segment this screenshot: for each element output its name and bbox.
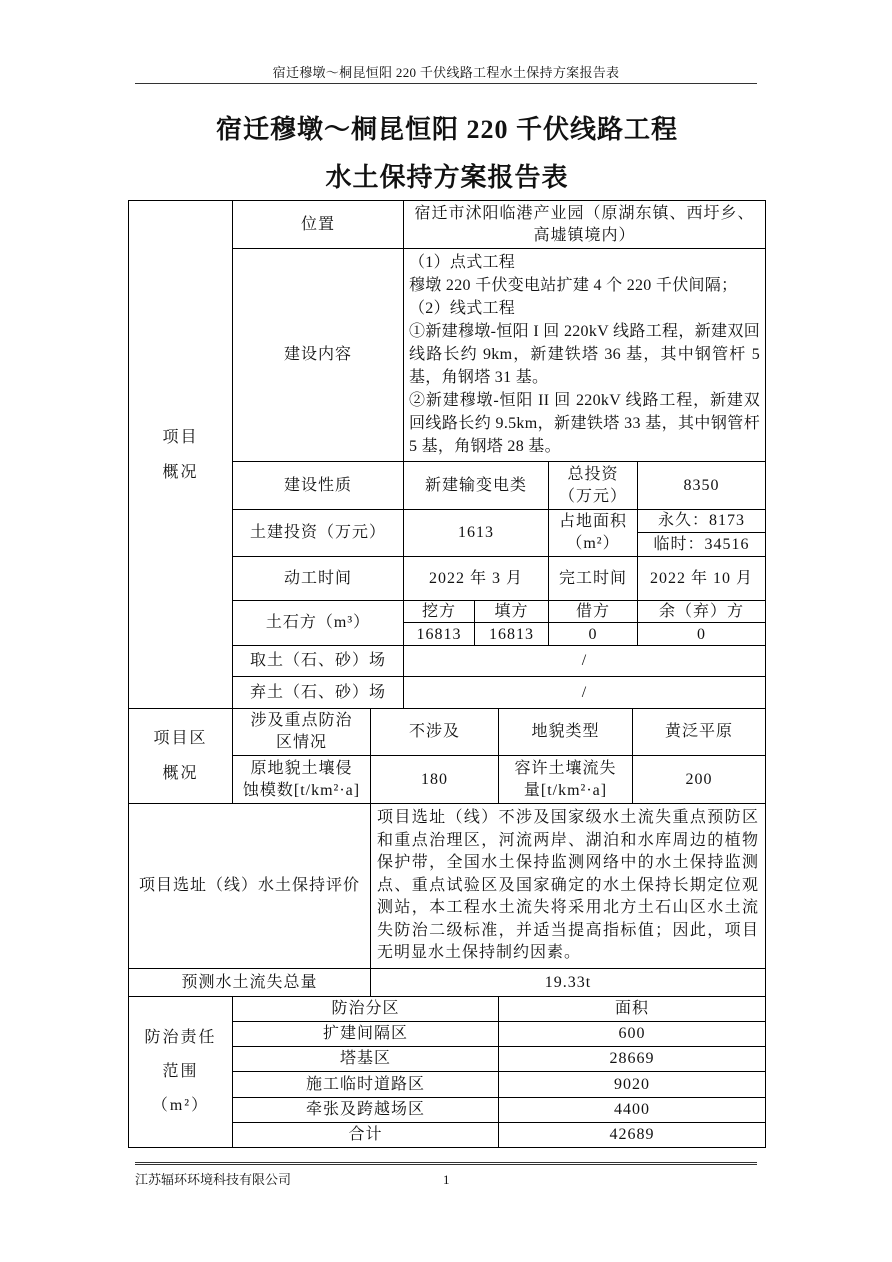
construction-item: ②新建穆墩-恒阳 II 回 220kV 线路工程，新建双回线路长约 9.5km，新建铁塔 33 基，其中钢管杆 5 基，角钢塔 28 基。 — [409, 392, 760, 455]
zone-name-cell: 塔基区 — [232, 1046, 499, 1072]
site-evaluation-label: 项目选址（线）水土保持评价 — [128, 803, 371, 969]
earthwork-fill-value: 16813 — [474, 622, 549, 646]
spoil-site-value: / — [403, 676, 766, 709]
location-label: 位置 — [232, 200, 404, 249]
allowable-loss-value: 200 — [632, 755, 766, 804]
total-label-cell: 合计 — [232, 1122, 499, 1148]
running-header-title: 宿迁穆墩～桐昆恒阳 220 千伏线路工程水土保持方案报告表 — [272, 65, 620, 80]
construction-item: （1）点式工程 — [409, 254, 516, 271]
background-erosion-value: 180 — [370, 755, 499, 804]
landform-label: 地貌类型 — [498, 708, 633, 756]
construction-nature-value: 新建输变电类 — [403, 461, 549, 510]
header-rule — [135, 83, 757, 84]
location-value: 宿迁市沭阳临港产业园（原湖东镇、西圩乡、高墟镇境内） — [403, 200, 766, 249]
zone-name-cell: 施工临时道路区 — [232, 1071, 499, 1098]
construction-item: 穆墩 220 千伏变电站扩建 4 个 220 千伏间隔； — [409, 277, 738, 294]
key-prevention-area-label: 涉及重点防治 区情况 — [232, 708, 371, 756]
construction-content-value — [403, 248, 766, 462]
allowable-loss-label: 容许土壤流失 量[t/km²·a] — [498, 755, 633, 804]
key-prevention-area-value: 不涉及 — [370, 708, 499, 756]
start-date-label: 动工时间 — [232, 556, 404, 601]
end-date-label: 完工时间 — [548, 556, 638, 601]
zone-name-cell: 扩建间隔区 — [232, 1021, 499, 1047]
zone-area-cell: 9020 — [498, 1071, 766, 1098]
total-investment-label: 总投资 （万元） — [548, 461, 638, 510]
overview-section-label: 项目 概况 — [128, 200, 233, 709]
background-erosion-label: 原地貌土壤侵 蚀模数[t/km²·a] — [232, 755, 371, 804]
construction-item: （2）线式工程 — [409, 300, 516, 317]
borrow-site-label: 取土（石、砂）场 — [232, 645, 404, 677]
land-area-permanent: 永久：8173 — [637, 509, 766, 533]
document-title-line-2: 水土保持方案报告表 — [325, 163, 569, 192]
zone-area-cell: 4400 — [498, 1097, 766, 1123]
footer-company-name: 江苏辐环环境科技有限公司 — [135, 1172, 292, 1187]
report-table — [128, 200, 766, 1148]
region-section-label: 项目区 概况 — [128, 708, 233, 804]
document-title-line-1: 宿迁穆墩～桐昆恒阳 220 千伏线路工程 — [215, 115, 678, 144]
construction-nature-label: 建设性质 — [232, 461, 404, 510]
civil-investment-value: 1613 — [403, 509, 549, 557]
zone-area-cell: 28669 — [498, 1046, 766, 1072]
total-investment-value: 8350 — [637, 461, 766, 510]
earthwork-excavation-header: 挖方 — [403, 600, 475, 623]
page-number: 1 — [443, 1172, 450, 1187]
zone-column-header: 防治分区 — [232, 996, 499, 1022]
land-area-temporary: 临时：34516 — [637, 532, 766, 557]
earthwork-borrow-value: 0 — [548, 622, 638, 646]
earthwork-label: 土石方（m³） — [232, 600, 404, 646]
earthwork-excavation-value: 16813 — [403, 622, 475, 646]
landform-value: 黄泛平原 — [632, 708, 766, 756]
area-column-header: 面积 — [498, 996, 766, 1022]
civil-investment-label: 土建投资（万元） — [232, 509, 404, 557]
spoil-site-label: 弃土（石、砂）场 — [232, 676, 404, 709]
earthwork-fill-header: 填方 — [474, 600, 549, 623]
construction-content-list — [409, 251, 760, 458]
total-area-cell: 42689 — [498, 1122, 766, 1148]
construction-item: ①新建穆墩-恒阳 I 回 220kV 线路工程，新建双回线路长约 9km，新建铁塔 36 基，其中钢管杆 5 基，角钢塔 31 基。 — [409, 323, 760, 386]
borrow-site-value: / — [403, 645, 766, 677]
earthwork-borrow-header: 借方 — [548, 600, 638, 623]
construction-content-label: 建设内容 — [232, 248, 404, 462]
earthwork-spoil-value: 0 — [637, 622, 766, 646]
earthwork-spoil-header: 余（弃）方 — [637, 600, 766, 623]
start-date-value: 2022 年 3 月 — [403, 556, 549, 601]
zone-name-cell: 牵张及跨越场区 — [232, 1097, 499, 1123]
site-evaluation-text: 项目选址（线）不涉及国家级水土流失重点预防区和重点治理区，河流两岸、湖泊和水库周边的植物保护带，全国水土保持监测网络中的水土保持监测点、重点试验区及国家确定的水土保持长期定位观测站，本工程水土流失将采用北方土石山区水土流失防治二级标准，并适当提高指标值；因此，项目无明显水土保持制约因素。 — [377, 809, 759, 962]
predicted-loss-label: 预测水土流失总量 — [128, 968, 371, 997]
zone-area-cell: 600 — [498, 1021, 766, 1047]
predicted-loss-value: 19.33t — [370, 968, 766, 997]
footer-rule — [135, 1162, 757, 1165]
responsibility-section-label: 防治责任 范围 （m²） — [128, 996, 233, 1148]
land-area-label: 占地面积 （m²） — [548, 509, 638, 557]
end-date-value: 2022 年 10 月 — [637, 556, 766, 601]
site-evaluation-value — [370, 803, 766, 969]
